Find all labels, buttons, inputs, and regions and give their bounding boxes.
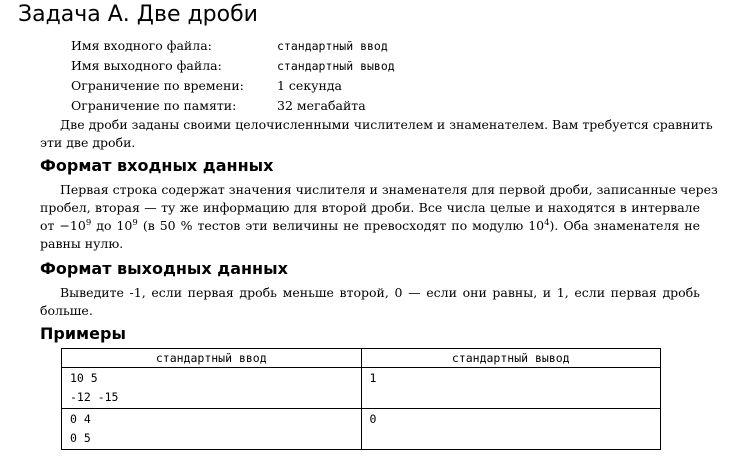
- example-row: [62, 409, 661, 450]
- time-limit-label: Ограничение по времени:: [71, 78, 244, 93]
- example-row: [62, 368, 661, 409]
- output-column-header: стандартный вывод: [361, 349, 661, 368]
- example-input-line: 0 4: [70, 412, 91, 426]
- memory-limit-row: [71, 96, 395, 116]
- input-format-line: равны нулю.: [40, 236, 124, 251]
- output-format-line: больше.: [40, 303, 93, 318]
- problem-title: Задача А. Две дроби: [18, 2, 258, 27]
- input-format-line: пробел, вторая — ту же информацию для второй дроби. Все числа целые и находятся в интервале: [40, 200, 700, 215]
- input-format-text: [40, 181, 718, 253]
- input-file-label: Имя входного файла:: [71, 38, 212, 53]
- problem-limits: [71, 36, 395, 116]
- example-output-line: 0: [369, 412, 377, 426]
- example-input-line: -12 -15: [70, 390, 119, 404]
- output-file-value: стандартный вывод: [277, 59, 395, 73]
- memory-limit-value: 32 мегабайта: [277, 98, 366, 113]
- statement-line: Две дроби заданы своими целочисленными числителем и знаменателем. Вам требуется сравнить: [60, 117, 713, 132]
- example-output-cell: [361, 368, 661, 409]
- example-output-line: 1: [369, 371, 377, 385]
- input-format-line: Первая строка содержат значения числителя и знаменателя для первой дроби, записанные через: [60, 182, 718, 197]
- input-column-header: стандартный ввод: [62, 349, 362, 368]
- memory-limit-label: Ограничение по памяти:: [71, 98, 237, 113]
- input-file-row: [71, 36, 395, 56]
- statement-line: эти две дроби.: [40, 135, 136, 150]
- input-file-value: стандартный ввод: [277, 39, 388, 53]
- example-output-cell: [361, 409, 661, 450]
- examples-heading: Примеры: [40, 324, 126, 343]
- examples-header-row: [62, 349, 661, 368]
- time-limit-value: 1 секунда: [277, 78, 342, 93]
- example-input-cell: [62, 368, 362, 409]
- problem-statement: [40, 116, 713, 152]
- input-format-line: от $-10^9$ до $10^9$ (в 50 % тестов эти величины не превосходят по модулю $10^4$). Оба знаменателя не: [40, 217, 700, 233]
- example-input-line: 0 5: [70, 431, 91, 445]
- output-format-text: [40, 284, 700, 320]
- examples-table: [61, 348, 661, 450]
- input-format-heading: Формат входных данных: [40, 156, 274, 175]
- time-limit-row: [71, 76, 395, 96]
- output-file-label: Имя выходного файла:: [71, 58, 222, 73]
- output-file-row: [71, 56, 395, 76]
- output-format-heading: Формат выходных данных: [40, 259, 288, 278]
- example-input-cell: [62, 409, 362, 450]
- example-input-line: 10 5: [70, 371, 98, 385]
- output-format-line: Выведите -1, если первая дробь меньше второй, 0 — если они равны, и 1, если первая дробь: [60, 285, 700, 300]
